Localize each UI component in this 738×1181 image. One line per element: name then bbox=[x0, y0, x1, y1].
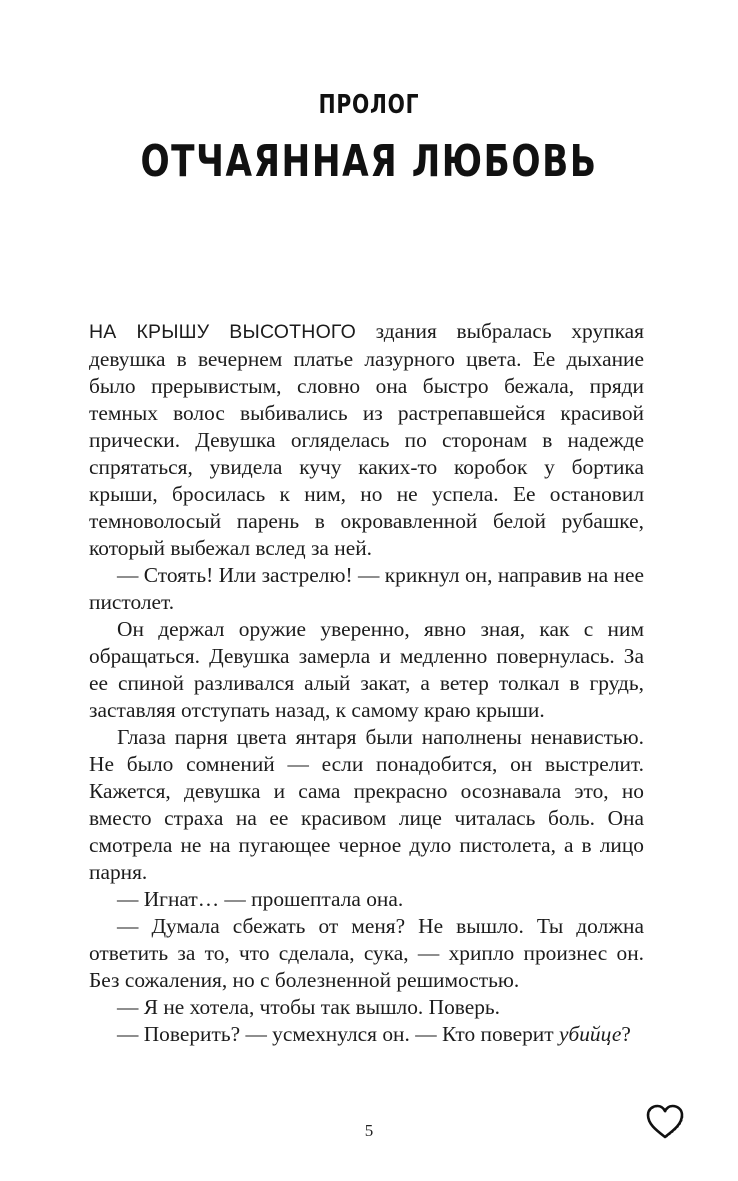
paragraph-text: — Поверить? — усмехнулся он. — Кто поверит bbox=[117, 1022, 559, 1046]
lead-in: НА КРЫШУ ВЫСОТНОГО bbox=[89, 321, 356, 343]
paragraph: — Я не хотела, чтобы так вышло. Поверь. bbox=[117, 995, 501, 1019]
italic-word: убийце bbox=[558, 1022, 622, 1046]
paragraph: — Игнат… — прошептала она. bbox=[117, 887, 404, 911]
chapter-body bbox=[89, 318, 644, 1048]
chapter-label: ПРОЛОГ bbox=[318, 90, 420, 120]
paragraph-text: здания выбралась хрупкая девушка в вечернем платье лазурного цвета. Ее дыхание было прерывистым, словно она быстро бежала, пряди темных волос выбивались из растрепавшейся красивой прически. Девушка огляделась по сторонам в надежде спрятаться, увидела кучу каких-то коробок у бортика крыши, бросилась к ним, но не успела. Ее остановил темноволосый парень в окровавленной белой рубашке, который выбежал вслед за ней. bbox=[89, 319, 644, 560]
paragraph-first bbox=[89, 318, 644, 562]
paragraph: Глаза парня цвета янтаря были наполнены ненавистью. Не было сомнений — если понадобится, он выстрелит. Кажется, девушка и сама прекрасно осознавала это, но вместо страха на ее красивом лице читалась боль. Она смотрела не на пугающее черное дуло пистолета, а в лицо парня. bbox=[89, 725, 644, 884]
paragraph: Он держал оружие уверенно, явно зная, как с ним обращаться. Девушка замерла и медленно повернулась. За ее спиной разливался алый закат, а ветер толкал в грудь, заставляя отступать назад, к самому краю крыши. bbox=[89, 617, 644, 722]
paragraph: — Стоять! Или застрелю! — крикнул он, направив на нее пистолет. bbox=[89, 563, 644, 614]
heart-icon bbox=[644, 1101, 686, 1143]
chapter-title: ОТЧАЯННАЯ ЛЮБОВЬ bbox=[140, 136, 598, 187]
paragraph-last bbox=[89, 1021, 644, 1048]
paragraph-end: ? bbox=[621, 1022, 631, 1046]
paragraph: — Думала сбежать от меня? Не вышло. Ты должна ответить за то, что сделала, сука, — хрипло произнес он. Без сожаления, но с болезненной решимостью. bbox=[89, 914, 644, 992]
page-number: 5 bbox=[364, 1121, 374, 1140]
